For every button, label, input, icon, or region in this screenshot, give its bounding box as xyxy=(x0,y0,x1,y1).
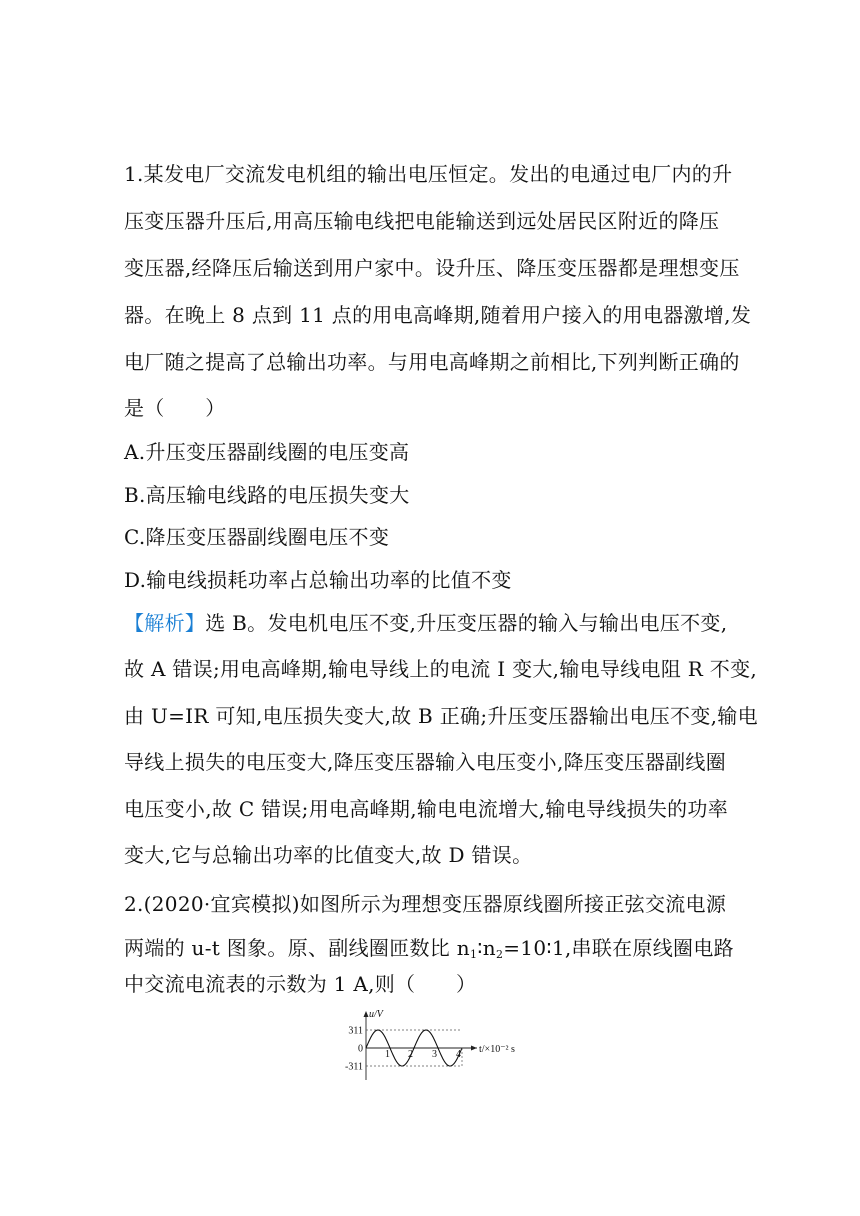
x-axis-arrow xyxy=(471,1046,477,1051)
q1-line-2: 压变压器升压后,用高压输电线把电能输送到远处居民区附近的降压 xyxy=(124,209,720,233)
q1-option-c: C.降压变压器副线圈电压不变 xyxy=(124,525,390,549)
analysis-line-5: 电压变小,故 C 错误;用电高峰期,输电电流增大,输电导线损失的功率 xyxy=(124,797,729,821)
analysis-line-1 xyxy=(124,609,727,637)
q2-sub-1: 1 xyxy=(469,948,478,961)
q2-line-2-c: =10∶1,串联在原线圈电路 xyxy=(503,936,734,960)
q1-line-6: 是（ ） xyxy=(124,396,226,420)
q2-line-3: 中交流电流表的示数为 1 A,则（ ） xyxy=(124,972,477,996)
y-tick-label: 311 xyxy=(348,1025,363,1037)
q1-line-1: 1.某发电厂交流发电机组的输出电压恒定。发出的电通过电厂内的升 xyxy=(124,162,733,186)
q1-option-a: A.升压变压器副线圈的电压变高 xyxy=(124,440,410,464)
ut-graph xyxy=(335,1008,535,1083)
q2-line-2-b: ∶n xyxy=(477,936,496,960)
q1-option-b: B.高压输电线路的电压损失变大 xyxy=(124,483,410,507)
graph-axes xyxy=(345,1009,515,1080)
q1-option-d: D.输电线损耗功率占总输出功率的比值不变 xyxy=(124,568,512,592)
q2-line-2-a: 两端的 u-t 图象。原、副线圈匝数比 n xyxy=(124,936,470,960)
y-tick-label: 0 xyxy=(358,1043,363,1055)
x-tick-label: 2 xyxy=(408,1049,413,1060)
q2-line-1: 2.(2020·宜宾模拟)如图所示为理想变压器原线圈所接正弦交流电源 xyxy=(124,892,727,916)
analysis-tag: 【解析】 xyxy=(124,611,206,635)
q2-sub-2: 2 xyxy=(495,948,504,961)
q1-line-5: 电厂随之提高了总输出功率。与用电高峰期之前相比,下列判断正确的 xyxy=(124,350,740,374)
analysis-line-4: 导线上损失的电压变大,降压变压器输入电压变小,降压变压器副线圈 xyxy=(124,750,727,774)
x-tick-label: 4 xyxy=(456,1049,461,1060)
y-tick-label: -311 xyxy=(345,1061,363,1073)
analysis-line-3: 由 U=IR 可知,电压损失变大,故 B 正确;升压变压器输出电压不变,输电 xyxy=(124,704,758,728)
analysis-first-line: 选 B。发电机电压不变,升压变压器的输入与输出电压不变, xyxy=(205,611,728,635)
q2-line-2 xyxy=(124,934,734,969)
analysis-line-2: 故 A 错误;用电高峰期,输电导线上的电流 I 变大,输电导线电阻 R 不变, xyxy=(124,657,758,681)
x-tick-label: 1 xyxy=(385,1049,390,1060)
analysis-line-6: 变大,它与总输出功率的比值变大,故 D 错误。 xyxy=(124,843,533,867)
x-tick-label: 3 xyxy=(432,1049,437,1060)
y-axis-label: u/V xyxy=(369,1009,383,1020)
q1-line-4: 器。在晚上 8 点到 11 点的用电高峰期,随着用户接入的用电器激增,发 xyxy=(124,303,752,327)
q1-line-3: 变压器,经降压后输送到用户家中。设升压、降压变压器都是理想变压 xyxy=(124,256,740,280)
y-axis-arrow xyxy=(364,1011,369,1017)
x-axis-label: t/×10⁻² s xyxy=(479,1044,515,1055)
